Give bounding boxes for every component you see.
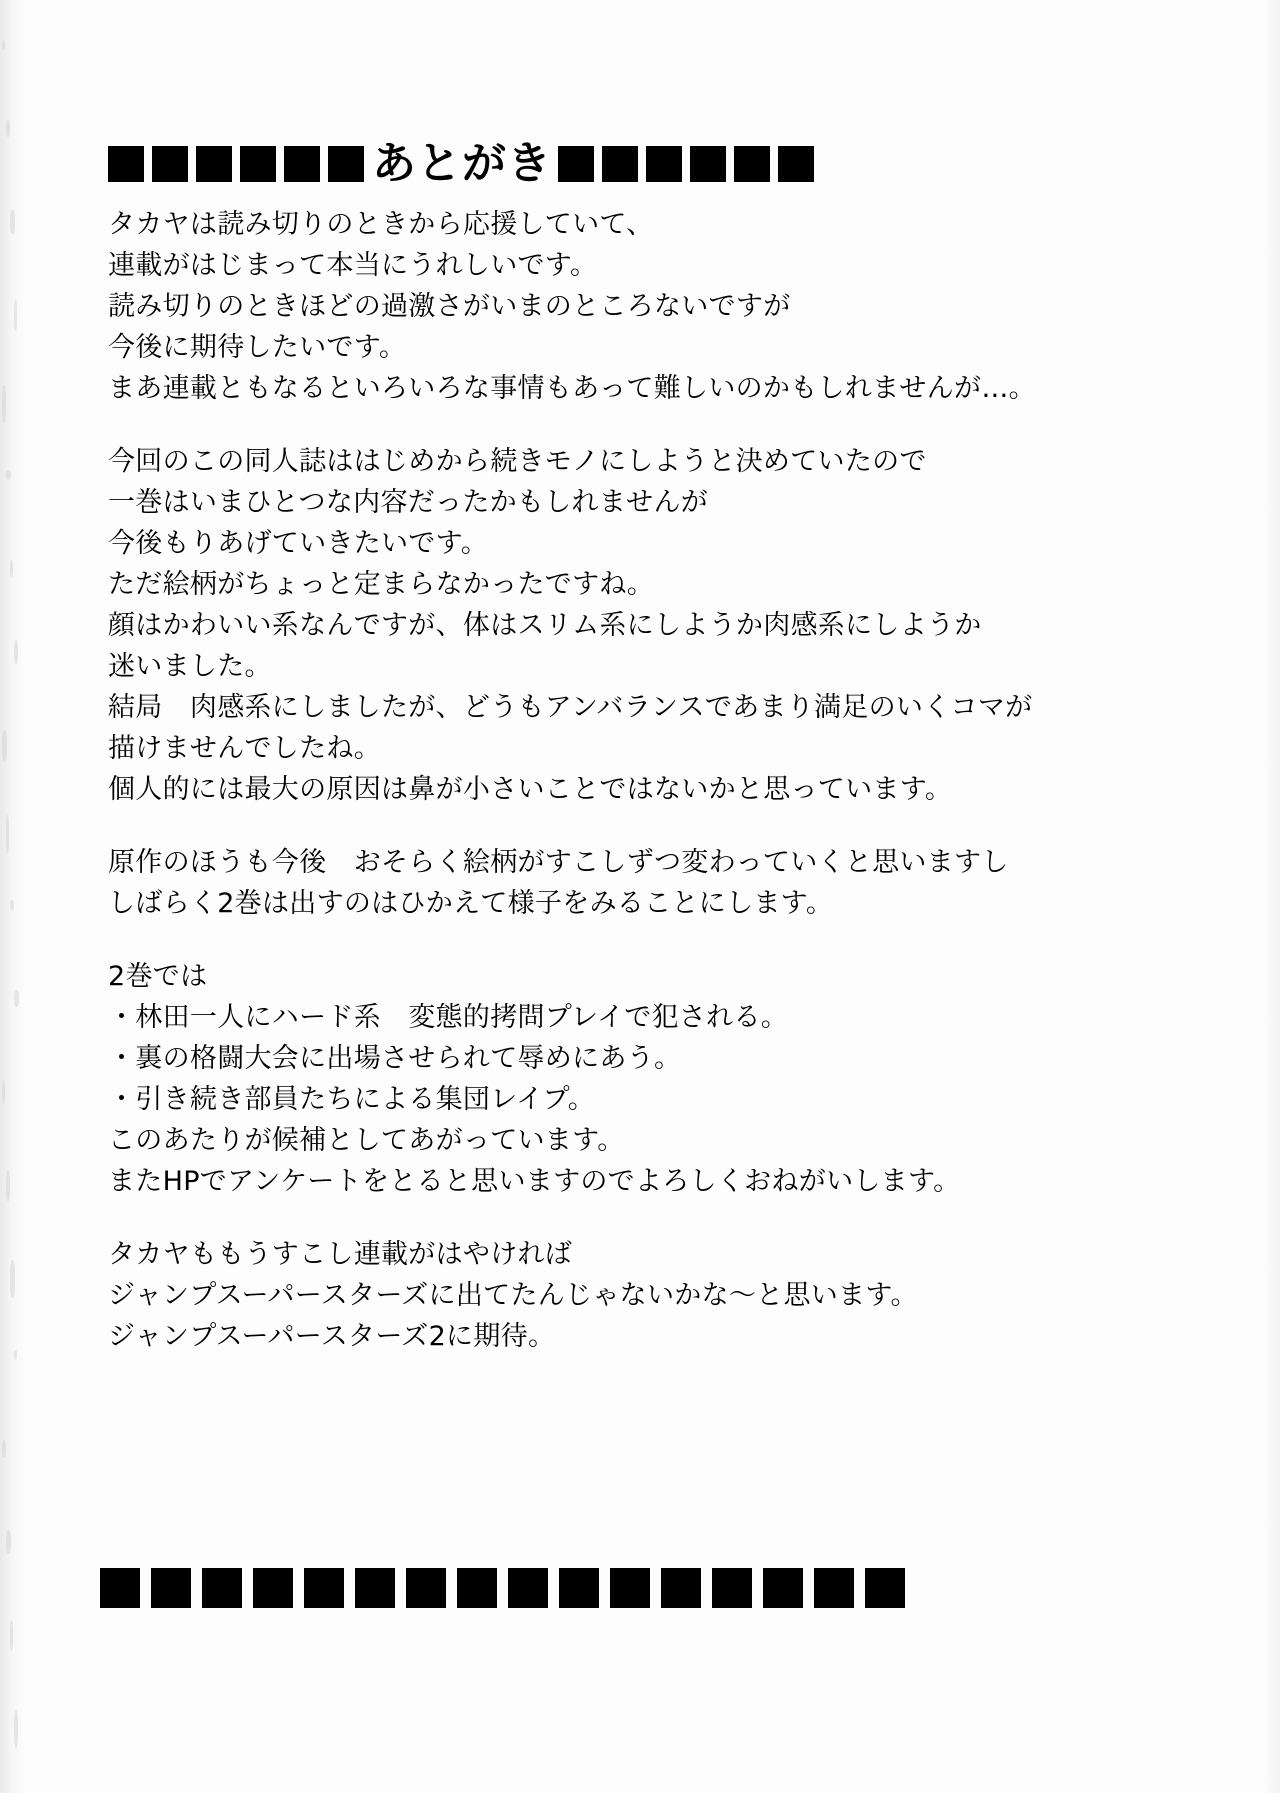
heading-square [778, 146, 814, 182]
text-line: ・林田一人にハード系 変態的拷問プレイで犯される。 [108, 1002, 789, 1033]
paragraph [108, 204, 1118, 409]
text-line: まあ連載ともなるといろいろな事情もあって難しいのかもしれませんが…。 [108, 373, 1036, 404]
footer-square [712, 1568, 752, 1608]
footer-square [253, 1568, 293, 1608]
text-line: 今後もりあげていきたいです。 [108, 528, 489, 559]
text-line: 迷いました。 [108, 651, 272, 682]
heading-square [328, 146, 364, 182]
paper-speck [14, 1710, 18, 1748]
paper-speck [6, 120, 10, 137]
footer-square [151, 1568, 191, 1608]
afterword-content [108, 140, 1118, 1357]
paper-speck [2, 730, 7, 761]
footer-square [814, 1568, 854, 1608]
text-line: 個人的には最大の原因は鼻が小さいことではないかと思っています。 [108, 774, 953, 805]
heading-squares-right [558, 146, 822, 182]
heading-square [284, 146, 320, 182]
footer-square [559, 1568, 599, 1608]
text-line: 今後に期待したいです。 [108, 332, 407, 363]
text-line: 顔はかわいい系なんですが、体はスリム系にしようか肉感系にしようか [108, 610, 982, 641]
heading-square [152, 146, 188, 182]
paper-speck [6, 470, 11, 480]
footer-square-band [100, 1568, 1120, 1608]
paragraph [108, 956, 1118, 1202]
heading-square [690, 146, 726, 182]
page-right-edge-shading [1264, 0, 1280, 1793]
paper-speck [10, 210, 15, 234]
text-line: ・裏の格闘大会に出場させられて辱めにあう。 [108, 1043, 682, 1074]
heading-square [602, 146, 638, 182]
paper-speck [10, 1620, 13, 1651]
text-line: このあたりが候補としてあがっています。 [108, 1125, 625, 1156]
afterword-heading [108, 140, 1118, 188]
paper-speck [6, 1170, 10, 1201]
paragraph [108, 1234, 1118, 1357]
heading-square [240, 146, 276, 182]
paper-speck [2, 1440, 6, 1457]
paper-speck [10, 1260, 15, 1298]
text-line: 結局 肉感系にしましたが、どうもアンバランスであまり満足のいくコマが [108, 692, 1033, 723]
text-line: 読み切りのときほどの過激さがいまのところないですが [108, 291, 791, 322]
paper-speck [14, 1350, 17, 1360]
paper-speck [14, 640, 18, 664]
footer-square [763, 1568, 803, 1608]
footer-square [508, 1568, 548, 1608]
text-line: 描けませんでしたね。 [108, 733, 381, 764]
text-line: 今回のこの同人誌ははじめから続きモノにしようと決めていたので [108, 446, 927, 477]
paper-speck [6, 815, 9, 853]
heading-square [558, 146, 594, 182]
paper-speck [6, 1530, 11, 1554]
paper-speck [10, 560, 13, 577]
paragraph [108, 842, 1118, 924]
text-line: 連載がはじまって本当にうれしいです。 [108, 250, 598, 281]
footer-square [304, 1568, 344, 1608]
paper-speck [2, 1080, 5, 1104]
footer-square [100, 1568, 140, 1608]
paper-speck [10, 900, 14, 910]
footer-square [661, 1568, 701, 1608]
text-line: ジャンプスーパースターズ2に期待。 [108, 1321, 556, 1352]
text-line: タカヤももうすこし連載がはやければ [108, 1239, 573, 1270]
text-line: 2巻では [108, 961, 208, 992]
footer-square [202, 1568, 242, 1608]
footer-square [355, 1568, 395, 1608]
footer-square [865, 1568, 905, 1608]
text-line: またHPでアンケートをとると思いますのでよろしくおねがいします。 [108, 1166, 961, 1197]
heading-square [108, 146, 144, 182]
heading-squares-left [108, 146, 372, 182]
paper-speck [14, 990, 19, 1007]
afterword-body [108, 204, 1118, 1357]
heading-square [734, 146, 770, 182]
paper-speck [2, 385, 6, 423]
footer-square [457, 1568, 497, 1608]
text-line: 原作のほうも今後 おそらく絵柄がすこしずつ変わっていくと思いますし [108, 847, 1009, 878]
heading-square [196, 146, 232, 182]
page-left-edge-shading [0, 0, 26, 1793]
paragraph [108, 441, 1118, 810]
text-line: ジャンプスーパースターズに出てたんじゃないかな〜と思います。 [108, 1280, 918, 1311]
paper-speck [14, 300, 17, 331]
footer-square [610, 1568, 650, 1608]
text-line: しばらく2巻は出すのはひかえて様子をみることにします。 [108, 888, 834, 919]
heading-square [646, 146, 682, 182]
footer-square [406, 1568, 446, 1608]
text-line: ただ絵柄がちょっと定まらなかったですね。 [108, 569, 654, 600]
text-line: 一巻はいまひとつな内容だったかもしれませんが [108, 487, 709, 518]
paper-speck [2, 40, 5, 50]
text-line: ・引き続き部員たちによる集団レイプ。 [108, 1084, 596, 1115]
page-title: あとがき [372, 138, 552, 189]
text-line: タカヤは読み切りのときから応援していて、 [108, 209, 654, 240]
